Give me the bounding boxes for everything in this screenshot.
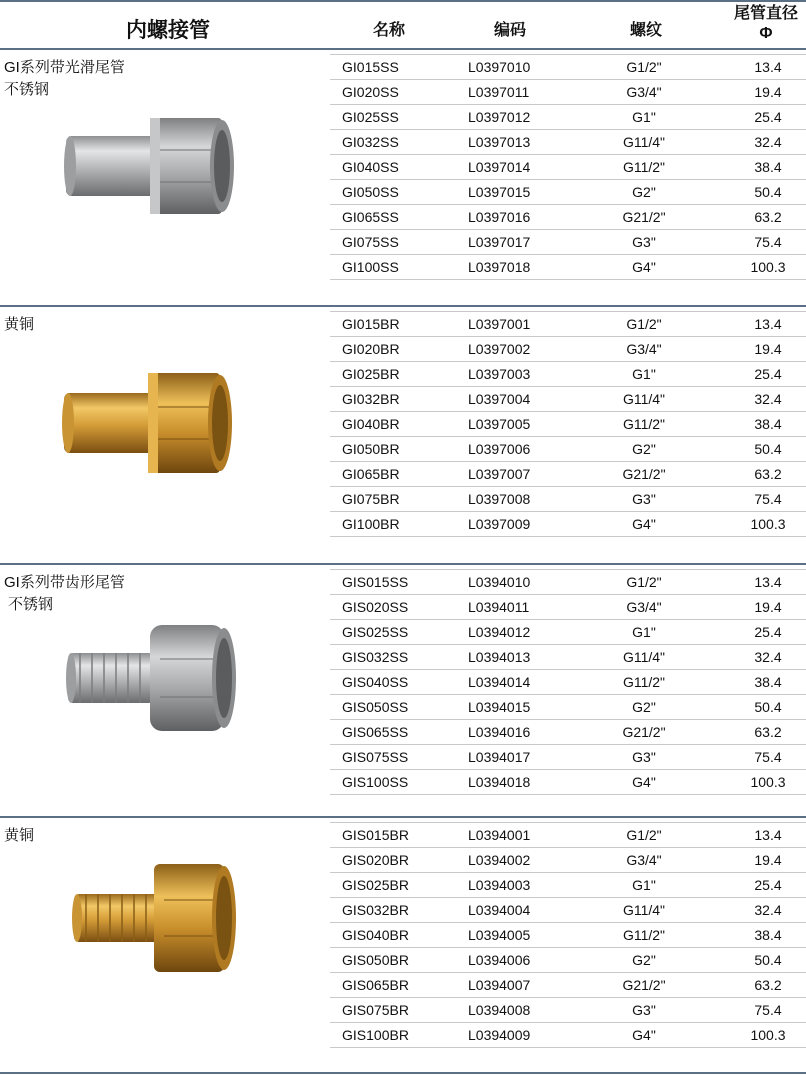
cell-code: L0397006 [468,441,531,457]
cell-name: GIS020BR [342,852,409,868]
table-row [330,462,806,487]
cell-thread: G21/2" [622,977,666,993]
cell-name: GIS075BR [342,1002,409,1018]
column-header-diameter-label: 尾管直径 [733,5,798,22]
cell-diameter: 19.4 [754,852,782,868]
table-row [330,180,806,205]
cell-diameter: 19.4 [754,599,782,615]
cell-diameter: 63.2 [754,724,782,740]
cell-name: GIS100BR [342,1027,409,1043]
section-gi-smooth-stainless [0,54,806,303]
cell-thread: G2" [632,184,656,200]
table-row [330,205,806,230]
cell-thread: G11/4" [622,649,666,665]
cell-name: GI050SS [342,184,399,200]
table-row [330,105,806,130]
cell-name: GIS040SS [342,674,409,690]
cell-code: L0394005 [468,927,531,943]
fitting-photo-brass-barbed [70,852,240,984]
cell-diameter: 25.4 [754,877,782,893]
page-title: 内螺接管 [126,19,210,42]
section-title: 黄铜 [4,827,35,844]
cell-diameter: 50.4 [754,441,782,457]
section-title: GI系列带光滑尾管 [4,59,125,76]
cell-diameter: 32.4 [754,391,782,407]
cell-name: GIS015SS [342,574,409,590]
cell-code: L0394008 [468,1002,531,1018]
table-row [330,745,806,770]
cell-thread: G1/2" [626,59,662,75]
cell-diameter: 50.4 [754,184,782,200]
table-row [330,54,806,80]
cell-thread: G1" [632,877,656,893]
cell-thread: G3" [632,491,656,507]
cell-thread: G4" [632,259,656,275]
cell-diameter: 32.4 [754,902,782,918]
cell-code: L0397013 [468,134,531,150]
cell-diameter: 75.4 [754,749,782,765]
fitting-photo-brass-smooth [60,359,236,489]
table-row [330,822,806,848]
cell-diameter: 38.4 [754,927,782,943]
cell-code: L0397011 [468,84,530,100]
section-gis-barbed-brass [0,822,806,1071]
cell-diameter: 63.2 [754,209,782,225]
table-row [330,848,806,873]
cell-name: GIS020SS [342,599,409,615]
cell-diameter: 25.4 [754,366,782,382]
cell-code: L0397005 [468,416,531,432]
cell-thread: G11/2" [622,416,666,432]
cell-name: GI040BR [342,416,400,432]
cell-name: GIS065SS [342,724,409,740]
cell-name: GI020BR [342,341,400,357]
cell-code: L0394017 [468,749,531,765]
cell-name: GIS050SS [342,699,409,715]
table-row [330,898,806,923]
cell-diameter: 100.3 [750,1027,786,1043]
cell-code: L0394001 [468,827,531,843]
cell-thread: G2" [632,952,656,968]
cell-diameter: 19.4 [754,84,782,100]
cell-diameter: 63.2 [754,977,782,993]
cell-code: L0397015 [468,184,531,200]
cell-name: GI020SS [342,84,399,100]
cell-thread: G11/2" [622,674,666,690]
cell-name: GI015BR [342,316,400,332]
section-title: GI系列带齿形尾管 [4,574,125,591]
table-row [330,487,806,512]
cell-thread: G1" [632,109,656,125]
cell-name: GIS032BR [342,902,409,918]
product-table [330,54,806,280]
table-row [330,948,806,973]
cell-name: GI065BR [342,466,400,482]
column-header-diameter [726,4,806,44]
cell-diameter: 100.3 [750,259,786,275]
cell-diameter: 13.4 [754,316,782,332]
cell-thread: G1/2" [626,574,662,590]
fitting-photo-stainless-smooth [62,96,238,234]
table-row [330,311,806,337]
cell-thread: G3/4" [626,852,662,868]
table-row [330,255,806,280]
table-row [330,923,806,948]
cell-diameter: 75.4 [754,234,782,250]
cell-name: GIS050BR [342,952,409,968]
cell-diameter: 50.4 [754,952,782,968]
cell-code: L0394006 [468,952,531,968]
cell-diameter: 13.4 [754,59,782,75]
table-row [330,695,806,720]
cell-thread: G2" [632,699,656,715]
cell-diameter: 19.4 [754,341,782,357]
cell-name: GIS025BR [342,877,409,893]
section-gis-barbed-stainless [0,569,806,818]
table-row [330,387,806,412]
cell-diameter: 38.4 [754,159,782,175]
cell-thread: G21/2" [622,466,666,482]
cell-thread: G11/2" [622,927,666,943]
cell-name: GI015SS [342,59,399,75]
cell-code: L0397001 [468,316,531,332]
cell-thread: G4" [632,516,656,532]
cell-code: L0397010 [468,59,531,75]
cell-diameter: 75.4 [754,1002,782,1018]
cell-thread: G21/2" [622,209,666,225]
cell-name: GI075SS [342,234,399,250]
table-row [330,670,806,695]
section-title: 黄铜 [4,316,35,333]
cell-name: GIS040BR [342,927,409,943]
cell-diameter: 32.4 [754,134,782,150]
cell-name: GI032BR [342,391,400,407]
cell-name: GI075BR [342,491,400,507]
cell-code: L0394015 [468,699,531,715]
cell-code: L0397008 [468,491,531,507]
cell-code: L0397012 [468,109,531,125]
cell-code: L0394004 [468,902,531,918]
column-header-diameter-symbol: Φ [759,25,773,42]
cell-code: L0397002 [468,341,531,357]
table-row [330,620,806,645]
cell-name: GIS025SS [342,624,409,640]
cell-code: L0394012 [468,624,531,640]
cell-code: L0397003 [468,366,531,382]
cell-thread: G2" [632,441,656,457]
cell-diameter: 25.4 [754,624,782,640]
cell-diameter: 63.2 [754,466,782,482]
bottom-rule [0,1072,806,1074]
cell-code: L0394018 [468,774,531,790]
table-row [330,973,806,998]
cell-name: GI100SS [342,259,399,275]
cell-name: GI050BR [342,441,400,457]
cell-thread: G11/4" [622,134,666,150]
table-row [330,569,806,595]
cell-thread: G3/4" [626,341,662,357]
cell-code: L0394014 [468,674,531,690]
cell-thread: G1/2" [626,827,662,843]
cell-thread: G1" [632,366,656,382]
cell-thread: G3" [632,749,656,765]
cell-diameter: 38.4 [754,674,782,690]
table-row [330,437,806,462]
cell-diameter: 32.4 [754,649,782,665]
product-table [330,822,806,1048]
cell-name: GI100BR [342,516,400,532]
cell-thread: G11/2" [622,159,666,175]
cell-code: L0394007 [468,977,531,993]
table-row [330,130,806,155]
column-header-thread: 螺纹 [629,22,662,39]
table-row [330,720,806,745]
cell-thread: G11/4" [622,902,666,918]
section-material: 不锈钢 [4,81,50,98]
cell-name: GI065SS [342,209,399,225]
cell-thread: G3/4" [626,84,662,100]
cell-name: GIS100SS [342,774,409,790]
cell-name: GI025BR [342,366,400,382]
section-divider [0,563,806,565]
section-material: 不锈钢 [8,596,54,613]
table-row [330,645,806,670]
cell-thread: G4" [632,774,656,790]
table-row [330,362,806,387]
table-row [330,512,806,537]
table-row [330,770,806,795]
cell-thread: G3" [632,234,656,250]
table-row [330,873,806,898]
cell-thread: G1/2" [626,316,662,332]
cell-code: L0397016 [468,209,531,225]
cell-name: GIS075SS [342,749,409,765]
header-rule [0,48,806,50]
cell-code: L0394009 [468,1027,531,1043]
section-gi-smooth-brass [0,311,806,560]
table-row [330,337,806,362]
cell-thread: G1" [632,624,656,640]
cell-name: GIS015BR [342,827,409,843]
cell-name: GI032SS [342,134,399,150]
cell-code: L0394013 [468,649,531,665]
cell-code: L0394016 [468,724,531,740]
cell-diameter: 100.3 [750,774,786,790]
cell-code: L0397018 [468,259,531,275]
fitting-photo-stainless-barbed [64,613,240,743]
cell-code: L0394002 [468,852,531,868]
cell-name: GIS065BR [342,977,409,993]
cell-thread: G3/4" [626,599,662,615]
cell-code: L0397014 [468,159,531,175]
table-row [330,998,806,1023]
table-row [330,1023,806,1048]
cell-name: GI025SS [342,109,399,125]
cell-diameter: 38.4 [754,416,782,432]
cell-code: L0394003 [468,877,531,893]
table-row [330,595,806,620]
cell-code: L0394011 [468,599,530,615]
section-divider [0,305,806,307]
cell-code: L0394010 [468,574,531,590]
cell-thread: G11/4" [622,391,666,407]
cell-name: GIS032SS [342,649,409,665]
cell-thread: G4" [632,1027,656,1043]
column-header-code: 编码 [493,22,526,39]
section-divider [0,816,806,818]
table-row [330,230,806,255]
table-row [330,155,806,180]
cell-diameter: 13.4 [754,574,782,590]
table-row [330,412,806,437]
cell-code: L0397017 [468,234,531,250]
cell-diameter: 50.4 [754,699,782,715]
cell-code: L0397004 [468,391,531,407]
cell-thread: G21/2" [622,724,666,740]
column-header-name: 名称 [372,22,405,39]
cell-code: L0397009 [468,516,531,532]
top-rule [0,0,806,2]
cell-diameter: 13.4 [754,827,782,843]
table-row [330,80,806,105]
product-table [330,311,806,537]
cell-thread: G3" [632,1002,656,1018]
cell-diameter: 25.4 [754,109,782,125]
cell-diameter: 100.3 [750,516,786,532]
cell-name: GI040SS [342,159,399,175]
cell-diameter: 75.4 [754,491,782,507]
product-table [330,569,806,795]
cell-code: L0397007 [468,466,531,482]
